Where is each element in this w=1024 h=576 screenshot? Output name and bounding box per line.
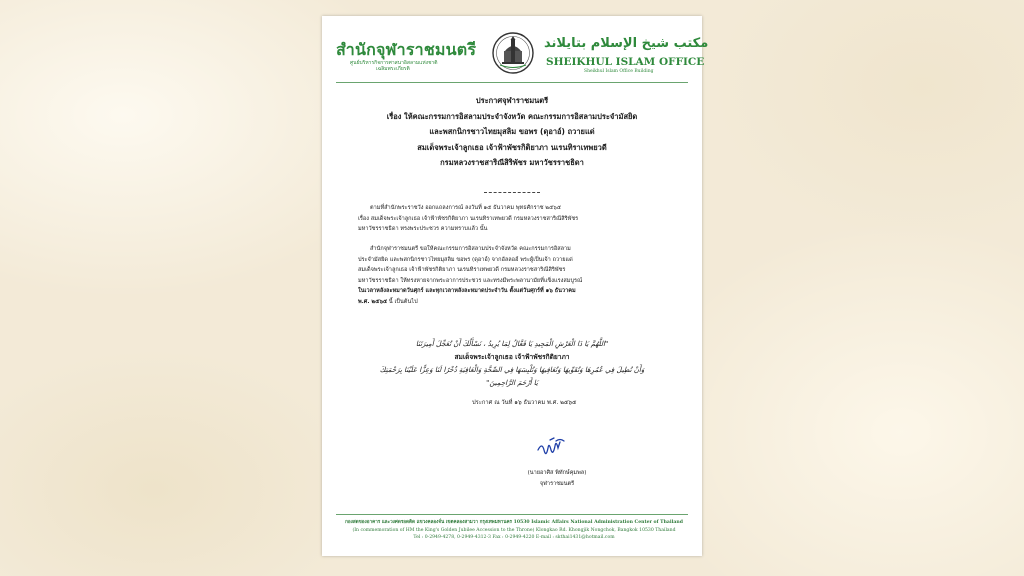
announcement-date: ประกาศ ณ วันที่ ๑๖ ธันวาคม พ.ศ. ๒๕๖๕ [472, 400, 577, 406]
office-emblem-icon [492, 32, 534, 74]
footer-commemoration-line: (In commemoration of HM the King's Golden Jubilee Accession to the Throne) Klongkao Rd. Khongjik Nongchok, Bangkok 10530 Thailand [352, 527, 676, 533]
announcement-document [322, 16, 709, 556]
body-line: สมเด็จพระเจ้าลูกเธอ เจ้าฟ้าพัชรกิติยาภา นเรนทิราเทพยวดี กรมหลวงราชสาริณีสิริพัชร [358, 267, 566, 274]
body-paragraph-2 [358, 244, 670, 308]
letterhead [322, 26, 709, 76]
footer-address-line: กองสดของอาคาร และวงศดรอดติด แขวงคลองจั่น เขตคลองสามวา กรุงเทพมหานคร 10530 Islamic Affairs National Administration Center of Thailand [345, 520, 683, 525]
body-line: เรื่อง สมเด็จพระเจ้าลูกเธอ เจ้าฟ้าพัชรกิติยาภา นเรนทิราเทพยวดี กรมหลวงราชสาริณีสิริพัชร [358, 215, 579, 222]
body-line: ตามที่สำนักพระราชวัง ออกแถลงการณ์ ลงวันที่ ๑๕ ธันวาคม พุทธศักราช ๒๕๖๕ [370, 205, 561, 211]
heading-line: และพสกนิกรชาวไทยมุสลิม ขอพร (ดุอาอ์) ถวายแด่ [429, 127, 595, 136]
dua-arabic-line-1: "اللَّهُمَّ يَا ذَا الْعَرْشِ الْمَجِيدِ يَا فَعَّالُ لِمَا يُرِيدُ ، نَسْأَلُكَ أَنْ تُعَجِّلَ أَمِيرَتَنَا [415, 340, 609, 348]
signer-title: จุฬาราชมนตรี [539, 480, 575, 487]
heading-line: สมเด็จพระเจ้าลูกเธอ เจ้าฟ้าพัชรกิติยาภา นเรนทิราเทพยวดี [417, 142, 607, 152]
heading-line: ประกาศจุฬาราชมนตรี [475, 96, 549, 105]
footer [338, 519, 690, 542]
body-year-bold: พ.ศ. ๒๕๖๕ [358, 298, 388, 305]
dua-thai-name: สมเด็จพระเจ้าลูกเธอ เจ้าฟ้าพัชรกิติยาภา [454, 353, 570, 361]
signer-block [512, 468, 602, 489]
body-paragraph-1 [358, 203, 670, 235]
body-tail: นี้ เป็นต้นไป [387, 298, 418, 305]
signer-name: (นายอาศิส พิทักษ์คุมพล) [527, 470, 587, 476]
letterhead-arabic-title: مكتب شيخ الإسلام بتايلاند [544, 36, 709, 51]
dua-arabic-line-2: وَأَنْ تُطِيلَ فِي عُمُرِهَا وَتُقَوِّيهَا وَتُعَافِيهَا وَتُلْبِسَهَا فِي الصِّحَّةِ وَالْعَافِيَةِ ذُخْرًا لَنَا وَعِزًّا عَلَيْنَا بِرَحْمَتِكَ [379, 366, 645, 374]
letterhead-thai-subtitle-2: เฉลิมพระเกียรติ [376, 66, 410, 72]
footer-divider [336, 514, 688, 515]
footer-contact-line: Tel : 0-2949-4278, 0-2949-4312-3 Fax : 0-2949-4220 E-mail : skthai1431@hotmail.com [413, 535, 615, 541]
body-line: ประจำมัสยิด และพสกนิกรชาวไทยมุสลิม ขอพร (ดุอาอ์) จากอัลลอฮ์ พระผู้เป็นเจ้า ถวายแด่ [358, 256, 573, 263]
dua-arabic-line-3: يَا أَرْحَمَ الرَّاحِمِينَ" [486, 379, 538, 387]
heading-line: กรมหลวงราชสาริณีสิริพัชร มหาวัชรราชธิดา [440, 158, 584, 167]
body-line-bold: ในเวลาหลังละหมาดวันศุกร์ และทุกเวลาหลังละหมาดประจำวัน ตั้งแต่วันศุกร์ที่ ๑๖ ธันวาคม [358, 288, 576, 295]
body-line: สำนักจุฬาราชมนตรี ขอให้คณะกรรมการอิสลามประจำจังหวัด คณะกรรมการอิสลาม [370, 246, 571, 252]
body-line-last [358, 297, 670, 308]
letterhead-divider [336, 82, 688, 83]
heading-line: เรื่อง ให้คณะกรรมการอิสลามประจำจังหวัด คณะกรรมการอิสลามประจำมัสยิด [386, 111, 638, 121]
announcement-heading [352, 93, 672, 171]
letterhead-thai-subtitle [350, 60, 438, 72]
letterhead-english-title: SHEIKHUL ISLAM OFFICE [546, 56, 705, 68]
heading-separator [484, 192, 540, 193]
letterhead-thai-subtitle-1: ศูนย์บริหารกิจการศาสนาอิสลามแห่งชาติ [350, 60, 438, 66]
letterhead-english-subtitle: Sheikhul Islam Office Building [584, 69, 654, 74]
body-line: มหาวัชรราชธิดา ให้ทรงหายจากพระอาการประชวร และทรงมีพระพลานามัยที่แข็งแรงสมบูรณ์ [358, 277, 583, 284]
signature-icon [534, 436, 570, 462]
body-line: มหาวัชรราชธิดา ทรงพระประชวร ความทราบแล้ว นั้น [358, 226, 488, 233]
letterhead-thai-title: สำนักจุฬาราชมนตรี [336, 40, 477, 59]
dua-block [352, 338, 672, 390]
